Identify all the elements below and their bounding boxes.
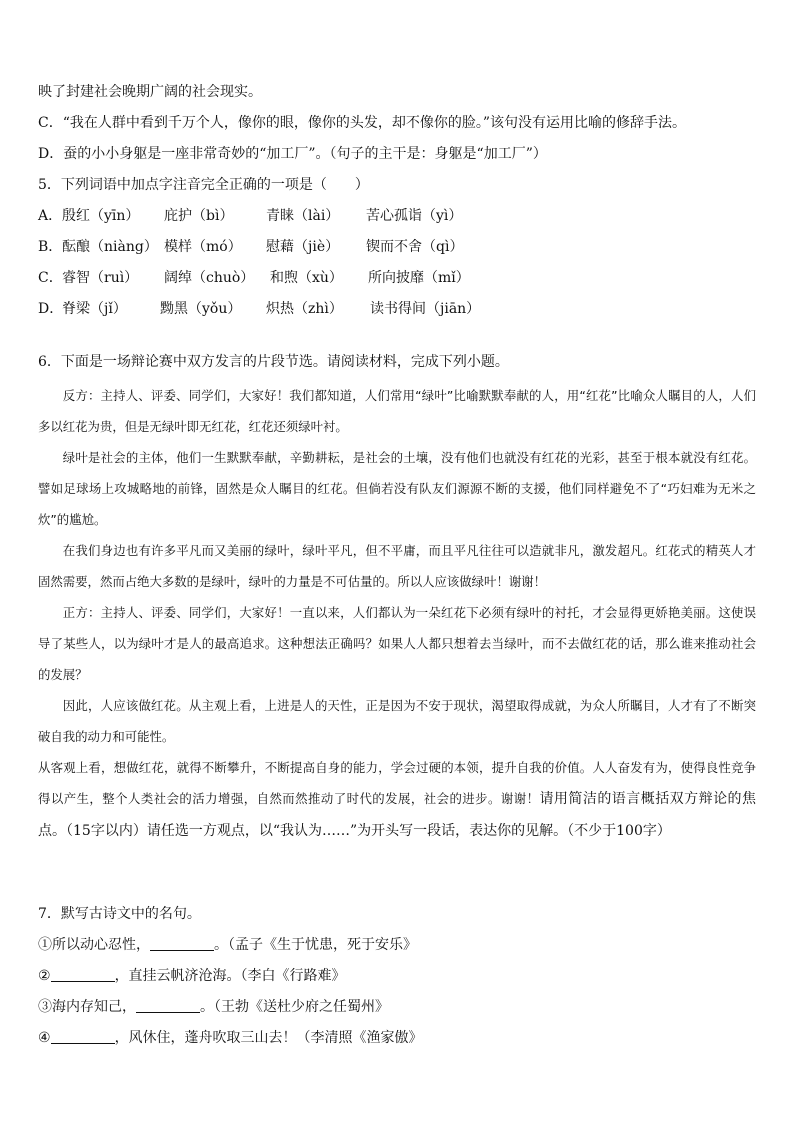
option-item: 慰藉（jiè）	[266, 239, 340, 255]
option-item: 阔绰（chuò）	[164, 270, 255, 286]
option-item: 睿智（ruì）	[62, 270, 139, 286]
passage-paragraph	[38, 752, 756, 847]
option-item: 酝酿（niàng）	[62, 239, 158, 255]
passage-paragraph: 正方：主持人、评委、同学们，大家好！一直以来，人们都认为一朵红花下必须有绿叶的衬托，才会显得更娇艳美丽。这使误导了某些人，以为绿叶才是人的最高追求。这种想法正确吗？如果人人都只想着去当绿叶，而不去做红花的话，那么谁来推动社会的发展？	[38, 605, 756, 682]
question-6-task: 请用简洁的语言概括双方辩论的焦点。（15字以内）请任选一方观点，以“我认为……”为开头写一段话，表达你的见解。（不少于100字）	[38, 791, 757, 839]
recitation-line-1	[38, 935, 417, 955]
answer-blank[interactable]	[136, 998, 200, 1013]
option-c-statement: C．“我在人群中看到千万个人，像你的眼，像你的头发，却不像你的脸。”该句没有运用比喻的修辞手法。	[38, 115, 687, 131]
option-letter: D．	[38, 301, 64, 317]
line-text: ②	[38, 968, 51, 984]
passage-paragraph: 反方：主持人、评委、同学们，大家好！我们都知道，人们常用“绿叶”比喻默默奉献的人，用“红花”比喻众人瞩目的人，人们多以红花为贵，但是无绿叶即无红花，红花还须绿叶衬。	[38, 388, 756, 434]
option-item: 庇护（bì）	[164, 208, 234, 224]
text-line: 映了封建社会晚期广阔的社会现实。	[38, 84, 262, 100]
debate-passage	[38, 380, 756, 847]
answer-blank[interactable]	[51, 1029, 115, 1044]
option-item: 黝黑（yǒu）	[160, 301, 242, 317]
line-text: ，风休住，蓬舟吹取三山去！（李清照《渔家傲》	[114, 1030, 423, 1046]
question-5-stem: 5．下列词语中加点字注音完全正确的一项是（ ）	[38, 177, 369, 193]
option-item: 苦心孤诣（yì）	[366, 208, 463, 224]
line-text: ①所以动心忍性，	[38, 937, 150, 953]
line-text: 。（孟子《生于忧患，死于安乐》	[214, 937, 417, 953]
passage-paragraph: 在我们身边也有许多平凡而又美丽的绿叶，绿叶平凡，但不平庸，而且平凡往往可以造就非凡，激发超凡。红花式的精英人才固然需要，然而占绝大多数的是绿叶，绿叶的力量是不可估量的。所以人应该做绿叶！谢谢！	[38, 543, 756, 589]
option-item: 所向披靡（mǐ）	[368, 270, 470, 286]
option-letter: C．	[38, 270, 63, 286]
recitation-line-4	[38, 1028, 423, 1048]
passage-text: 从客观上看，想做红花，就得不断攀升，不断提高自身的能力，学会过硬的本领，提升自我的价值。人人奋发有为，使得良性竞争得以产生，整个人类社会的活力增强，自然而然推动了时代的发展，社会的进步。谢谢！	[38, 760, 756, 806]
line-text: ④	[38, 1030, 51, 1046]
option-item: 锲而不舍（qì）	[366, 239, 464, 255]
recitation-line-3	[38, 997, 389, 1017]
option-item: 和煦（xù）	[270, 270, 343, 286]
line-text: ③海内存知己，	[38, 999, 136, 1015]
answer-blank[interactable]	[51, 967, 115, 982]
passage-paragraph: 因此，人应该做红花。从主观上看，上进是人的天性，正是因为不安于现状，渴望取得成就，为众人所瞩目，人才有了不断突破自我的动力和可能性。	[38, 698, 756, 744]
option-letter: B．	[38, 239, 63, 255]
question-7-stem: 7．默写古诗文中的名句。	[38, 906, 201, 922]
option-item: 青睐（lài）	[266, 208, 340, 224]
option-item: 炽热（zhì）	[266, 301, 343, 317]
question-6-stem: 6．下面是一场辩论赛中双方发言的片段节选。请阅读材料，完成下列小题。	[38, 354, 509, 370]
answer-blank[interactable]	[150, 936, 214, 951]
option-letter: A．	[38, 208, 63, 224]
passage-paragraph: 绿叶是社会的主体，他们一生默默奉献，辛勤耕耘，是社会的土壤，没有他们也就没有红花的光彩，甚至于根本就没有红花。譬如足球场上攻城略地的前锋，固然是众人瞩目的红花。但倘若没有队友们源源不断的支援，他们同样避免不了“巧妇难为无米之炊”的尴尬。	[38, 450, 756, 527]
line-text: ，直挂云帆济沧海。（李白《行路难》	[114, 968, 346, 984]
option-item: 脊梁（jǐ）	[62, 301, 127, 317]
recitation-line-2	[38, 966, 346, 986]
option-item: 殷红（yīn）	[62, 208, 140, 224]
option-item: 模样（mó）	[164, 239, 242, 255]
line-text: 。（王勃《送杜少府之任蜀州》	[200, 999, 389, 1015]
option-d-statement: D．蚕的小小身躯是一座非常奇妙的“加工厂”。（句子的主干是：身躯是“加工厂”）	[38, 146, 547, 162]
option-item: 读书得间（jiān）	[370, 301, 481, 317]
